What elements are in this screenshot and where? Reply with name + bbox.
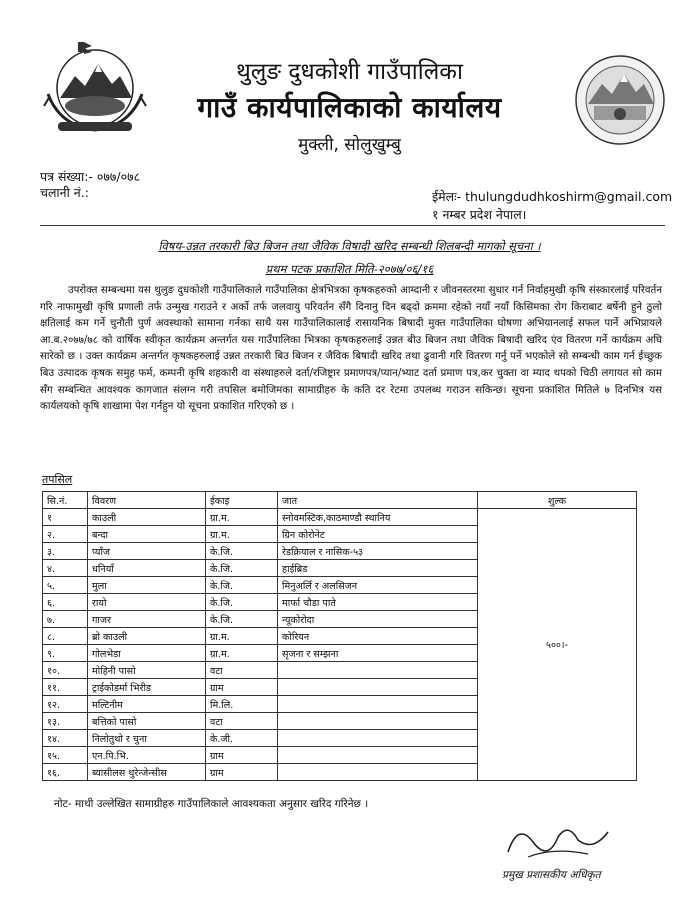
column-header-item: विवरण	[88, 492, 206, 509]
cell-item: बन्दा	[88, 526, 206, 543]
notice-body: उपरोक्त सम्बन्धमा यस थुलुङ दुधकोशी गाउँपालिकाले गाउँपालिका क्षेत्रभित्रका कृषकहरुको आम्दानी र जीवनस्तरमा सुधार गर्न निर्वाहमुखी कृषि संस्कारलाई परिवर्तन गरि नाफामुखी कृषि प्रणाली तर्फ उन्मुख गराउने र अर्को तर्फ जलवायु परिवर्तन सँगै दिनानु दिन बढ्दो क्रममा रहेको नयाँ नयाँ किसिमका रोग किराबाट बर्षेनी हुने ठुलो क्षतिलाई कम गर्ने चुनौती पुर्ण अवस्थाको सामाना गर्नका साथै यस गाउँपालिकालाई रासायनिक बिषादी मुक्त गाउँपालिका घोषणा अभियानलाई सफल पार्ने अभिप्रायले आ.ब.२०७७/७८ को वार्षिक स्वीकृत कार्यक्रम अन्तर्गत यस गाउँपालिका भित्रका कृषकहरुलाई उन्नत बीउ बिजन तथा जैविक बिषादी खरिद एंव वितरण गर्ने कार्यक्रम अघि सारेको छ । उक्त कार्यक्रम अन्तर्गत कृषकहरुलाई उन्नत तरकारी बिउ बिजन र जैविक बिषादी खरिद तथा ढुवानी गरि वितरण गर्नु पर्ने भएकोले सो सम्बन्धी काम गर्न ईच्छुक बिउ उत्पादक कृषक समुह फर्म, कम्पनी कृषि शहकारी वा संस्थाहरुले दर्ता/रजिष्ट्रार प्रमाणपत्र/प्यान/भ्याट दर्ता प्रमाण पत्र,कर चुक्ता वा म्याद थपको चिठी लगायत सो काम सँग सम्बन्धित आवश्यक कागजात संलग्न गरी तपसिल बमोजिमका सामाग्रीहरु के कति दर रेटमा उपलब्ध गराउन सकिन्छ। सूचना प्रकाशित मितिले ७ दिनभित्र यस कार्यलयको कृषि शाखामा पेश गर्नहुन यो सूचना प्रकाशित गरिएको छ ।	[40, 285, 662, 413]
cell-sn: ८.	[43, 628, 88, 645]
publication-date	[0, 262, 699, 277]
header-divider	[40, 225, 665, 226]
items-table	[42, 491, 637, 781]
cell-item: मोहिनी पासो	[88, 662, 206, 679]
cell-variety: मार्फा चौडा पाते	[278, 594, 478, 611]
column-header-unit: ईकाइ	[206, 492, 278, 509]
cell-sn: ९.	[43, 645, 88, 662]
cell-sn: १३.	[43, 713, 88, 730]
cell-sn: ३.	[43, 543, 88, 560]
column-header-sn: सि.नं.	[43, 492, 88, 509]
cell-variety: रेडक्रियाल र नासिक-५३	[278, 543, 478, 560]
cell-fee: ५००।-	[478, 509, 637, 781]
cell-unit: के.जि.	[206, 543, 278, 560]
cell-unit: ग्रा.म.	[206, 628, 278, 645]
cell-unit: ग्राम	[206, 747, 278, 764]
publication-date-text: प्रथम पटक प्रकाशित मिति-२०७७/०६/१६	[265, 262, 434, 276]
table-header-row	[43, 492, 637, 509]
handwritten-signature	[498, 812, 618, 872]
dispatch-number: चलानी नं.:	[40, 185, 89, 200]
cell-item: ब्रो काउली	[88, 628, 206, 645]
cell-sn: १०.	[43, 662, 88, 679]
notice-subject	[0, 239, 699, 254]
cell-item: ट्राईकोडर्मा भिरीड	[88, 679, 206, 696]
items-table-body	[43, 509, 637, 781]
cell-variety: स्नोवमस्टिक,काठमाण्डौ स्थानिय	[278, 509, 478, 526]
cell-item: बत्तिको पासो	[88, 713, 206, 730]
cell-variety: मिनुअर्लि र अलसिजन	[278, 577, 478, 594]
cell-sn: १६.	[43, 764, 88, 781]
schedule-heading: तपसिल	[42, 473, 73, 486]
cell-sn: १४.	[43, 730, 88, 747]
cell-unit: के.जि.	[206, 560, 278, 577]
office-address: मुक्ली, सोलुखुम्बु	[298, 135, 401, 155]
cell-variety: न्यूकोरोदा	[278, 611, 478, 628]
cell-item: एन.पि.भि.	[88, 747, 206, 764]
cell-variety	[278, 730, 478, 747]
cell-unit: ग्रा.म.	[206, 509, 278, 526]
cell-unit: मि.लि.	[206, 696, 278, 713]
cell-sn: १२.	[43, 696, 88, 713]
column-header-fee: शुल्क	[478, 492, 637, 509]
cell-sn: ११.	[43, 679, 88, 696]
office-title: गाउँ कार्यपालिकाको कार्यालय	[197, 91, 502, 124]
cell-item: काउली	[88, 509, 206, 526]
cell-sn: २.	[43, 526, 88, 543]
cell-item: मुला	[88, 577, 206, 594]
cell-item: ब्यासीलस थुरेन्जेन्सीस	[88, 764, 206, 781]
cell-variety: कोरियन	[278, 628, 478, 645]
cell-unit: के.जि.	[206, 611, 278, 628]
cell-variety: ग्रिन कोरोनेट	[278, 526, 478, 543]
cell-unit: ग्राम	[206, 764, 278, 781]
cell-item: प्याँज	[88, 543, 206, 560]
cell-variety: हाईब्रिड	[278, 560, 478, 577]
cell-sn: ६.	[43, 594, 88, 611]
cell-sn: १५.	[43, 747, 88, 764]
cell-item: निलोतुथो र चुना	[88, 730, 206, 747]
table-row	[43, 509, 637, 526]
cell-unit: वटा	[206, 713, 278, 730]
reference-number: पत्र संख्या:- ०७७/०७८	[40, 169, 141, 184]
municipality-name: थुलुङ दुधकोशी गाउँपालिका	[236, 59, 463, 85]
cell-unit: ग्रा.म.	[206, 645, 278, 662]
cell-variety	[278, 679, 478, 696]
cell-variety: सृजना र सम्झना	[278, 645, 478, 662]
cell-variety	[278, 747, 478, 764]
province-address: १ नम्बर प्रदेश नेपाल।	[432, 207, 527, 222]
cell-sn: ४.	[43, 560, 88, 577]
notice-subject-text: विषय-उन्नत तरकारी बिउ बिजन तथा जैविक विषादी खरिद सम्बन्धी शिलबन्दी मागको सूचना ।	[158, 239, 541, 253]
office-email: ईमेलः- thulungdudhkoshirm@gmail.com	[432, 189, 673, 204]
cell-item: गोलभेडा	[88, 645, 206, 662]
cell-variety	[278, 662, 478, 679]
cell-item: गाजर	[88, 611, 206, 628]
cell-item: धनियाँ	[88, 560, 206, 577]
cell-variety	[278, 713, 478, 730]
cell-unit: वटा	[206, 662, 278, 679]
signatory-title: प्रमुख प्रशासकीय अधिकृत	[502, 869, 601, 881]
cell-item: मल्टिनीम	[88, 696, 206, 713]
cell-unit: के.जि.	[206, 577, 278, 594]
cell-sn: ७.	[43, 611, 88, 628]
cell-unit: के.जि.	[206, 594, 278, 611]
cell-sn: ५.	[43, 577, 88, 594]
cell-unit: ग्रा.म.	[206, 526, 278, 543]
cell-variety	[278, 764, 478, 781]
footer-note: नोट- माथी उल्लेखित सामाग्रीहरु गाउँपालिकाले आवश्यकता अनुसार खरिद गरिनेछ ।	[54, 798, 369, 810]
cell-item: रायो	[88, 594, 206, 611]
cell-variety	[278, 696, 478, 713]
cell-sn: १	[43, 509, 88, 526]
column-header-variety: जात	[278, 492, 478, 509]
cell-unit: के.जी.	[206, 730, 278, 747]
cell-unit: ग्राम	[206, 679, 278, 696]
